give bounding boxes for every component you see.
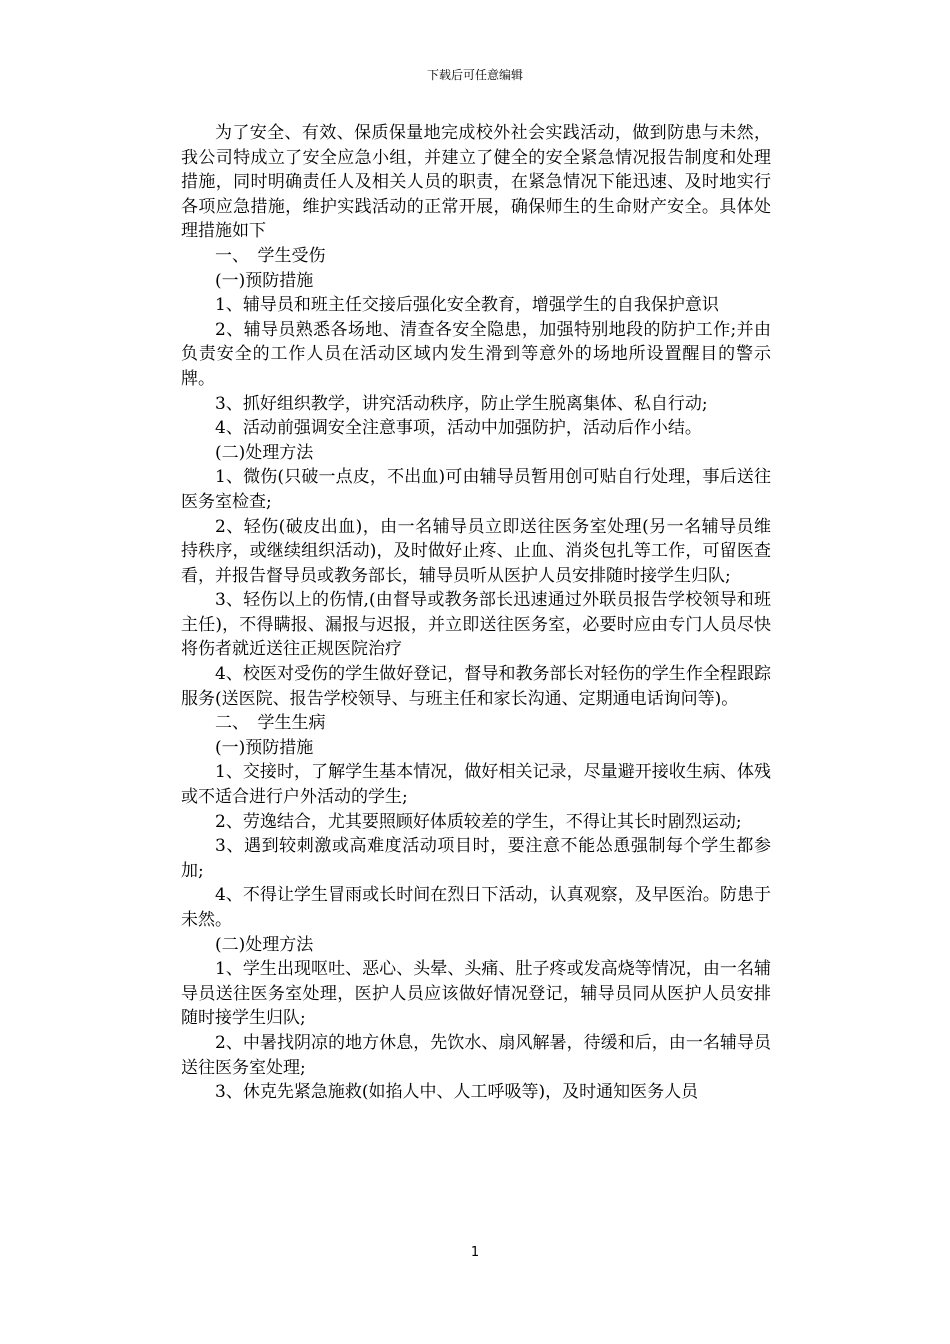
paragraph-intro: 为了安全、有效、保质保量地完成校外社会实践活动，做到防患与未然，我公司特成立了安全应急小组，并建立了健全的安全紧急情况报告制度和处理措施，同时明确责任人及相关人员的职责，在紧急情况下能迅速、及时地实行各项应急措施，维护实践活动的正常开展，确保师生的生命财产安全。具体处理措施如下 xyxy=(181,123,771,242)
paragraph: 2、轻伤(破皮出血)，由一名辅导员立即送往医务室处理(另一名辅导员维持秩序，或继续组织活动)，及时做好止疼、止血、消炎包扎等工作，可留医查看，并报告督导员或教务部长，辅导员听从医护人员安排随时接学生归队; xyxy=(181,516,771,586)
subsection-heading: (二)处理方法 xyxy=(215,934,314,955)
paragraph: 1、微伤(只破一点皮，不出血)可由辅导员暂用创可贴自行处理，事后送往医务室检查; xyxy=(181,467,771,512)
paragraph: 1、交接时，了解学生基本情况，做好相关记录，尽量避开接收生病、体残或不适合进行户外活动的学生; xyxy=(181,762,771,808)
paragraph: 3、轻伤以上的伤情,(由督导或教务部长迅速通过外联员报告学校领导和班主任)，不得瞒报、漏报与迟报，并立即送往医务室，必要时应由专门人员尽快将伤者就近送往正规医院治疗 xyxy=(181,590,771,660)
paragraph: 2、辅导员熟悉各场地、清查各安全隐患，加强特别地段的防护工作;并由负责安全的工作人员在活动区域内发生滑到等意外的场地所设置醒目的警示牌。 xyxy=(181,319,771,389)
subsection-heading: (一)预防措施 xyxy=(215,270,314,291)
paragraph: 1、辅导员和班主任交接后强化安全教育，增强学生的自我保护意识 xyxy=(215,295,719,316)
paragraph: 4、不得让学生冒雨或长时间在烈日下活动，认真观察，及早医治。防患于未然。 xyxy=(181,885,771,930)
document-body xyxy=(181,121,771,1105)
paragraph: 1、学生出现呕吐、恶心、头晕、头痛、肚子疼或发高烧等情况，由一名辅导员送往医务室处理，医护人员应该做好情况登记，辅导员同从医护人员安排随时接学生归队; xyxy=(181,959,771,1029)
paragraph: 4、活动前强调安全注意事项，活动中加强防护，活动后作小结。 xyxy=(215,418,702,439)
section-heading-1: 一、 学生受伤 xyxy=(215,245,326,266)
paragraph: 3、休克先紧急施救(如掐人中、人工呼吸等)，及时通知医务人员 xyxy=(215,1082,699,1103)
paragraph: 2、中暑找阴凉的地方休息，先饮水、扇风解暑，待缓和后，由一名辅导员送往医务室处理; xyxy=(181,1032,771,1078)
section-heading-2: 二、 学生生病 xyxy=(215,713,326,734)
paragraph: 3、遇到较刺激或高难度活动项目时，要注意不能怂恿强制每个学生都参加; xyxy=(181,836,771,881)
paragraph: 2、劳逸结合，尤其要照顾好体质较差的学生，不得让其长时剧烈运动; xyxy=(215,811,742,832)
paragraph: 4、校医对受伤的学生做好登记，督导和教务部长对轻伤的学生作全程跟踪服务(送医院、报告学校领导、与班主任和家长沟通、定期通电话询问等)。 xyxy=(181,664,771,709)
subsection-heading: (二)处理方法 xyxy=(215,442,314,463)
paragraph: 3、抓好组织教学，讲究活动秩序，防止学生脱离集体、私自行动; xyxy=(215,393,708,414)
page-number: 1 xyxy=(470,1245,480,1260)
subsection-heading: (一)预防措施 xyxy=(215,737,314,758)
page-header: 下载后可任意编辑 xyxy=(426,68,523,82)
